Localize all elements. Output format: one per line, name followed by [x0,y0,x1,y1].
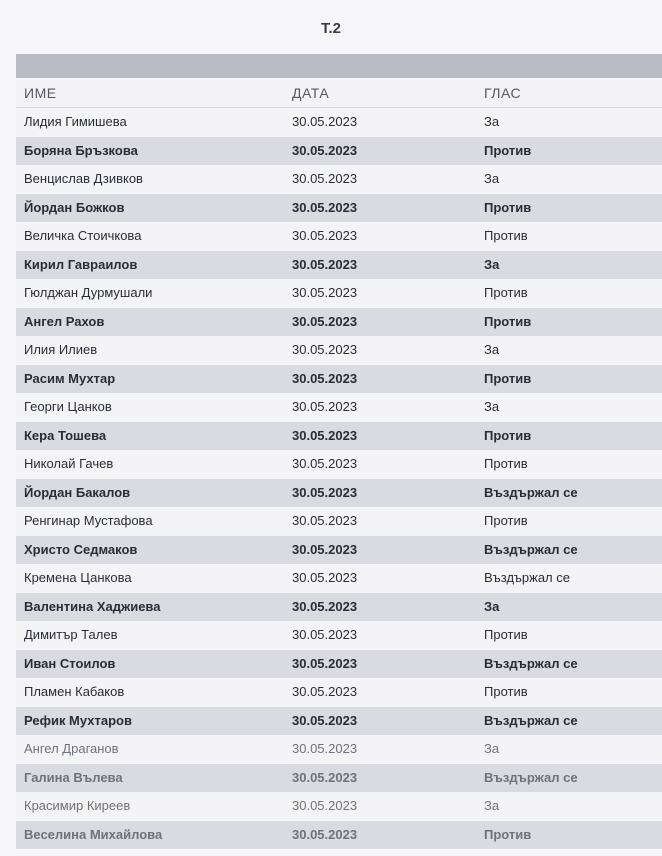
table-row [16,279,662,308]
cell-vote: Против [484,513,528,528]
table-row [16,336,662,365]
cell-date: 30.05.2023 [292,342,358,357]
cell-name: Расим Мухтар [24,370,116,386]
cell-date: 30.05.2023 [292,655,358,671]
cell-name: Боряна Бръзкова [24,142,138,158]
table-row [16,821,662,850]
table-row [16,650,662,679]
cell-name: Рефик Мухтаров [24,712,132,728]
page-title: Т.2 [321,20,341,37]
cell-vote: За [484,399,500,414]
cell-vote: Против [484,456,528,471]
cell-date: 30.05.2023 [292,456,358,471]
cell-name: Ангел Рахов [24,313,105,329]
table-row [16,422,662,451]
cell-date: 30.05.2023 [292,399,358,414]
table-row [16,108,662,137]
cell-date: 30.05.2023 [292,171,358,186]
cell-vote: Против [484,199,532,215]
table-row [16,450,662,479]
cell-vote: Против [484,285,528,300]
cell-vote: За [484,256,500,272]
table-row [16,536,662,565]
cell-name: Христо Седмаков [24,541,138,557]
cell-date: 30.05.2023 [292,199,358,215]
cell-name: Йордан Божков [24,199,125,215]
cell-name: Ренгинар Мустафова [24,513,153,528]
cell-date: 30.05.2023 [292,228,358,243]
cell-vote: Против [484,627,528,642]
votes-table [16,80,662,849]
cell-date: 30.05.2023 [292,313,358,329]
header-vote: ГЛАС [484,85,522,101]
table-row [16,507,662,536]
cell-date: 30.05.2023 [292,627,358,642]
table-row [16,479,662,508]
table-row [16,222,662,251]
cell-date: 30.05.2023 [292,541,358,557]
table-row [16,735,662,764]
cell-vote: Против [484,313,532,329]
cell-vote: За [484,171,500,186]
cell-name: Веселина Михайлова [24,826,163,842]
cell-date: 30.05.2023 [292,256,358,272]
cell-name: Йордан Бакалов [24,484,131,500]
cell-vote: Против [484,427,532,443]
cell-date: 30.05.2023 [292,142,358,158]
cell-name: Красимир Киреев [24,798,131,813]
cell-vote: Въздържал се [484,570,570,585]
cell-name: Галина Вълева [24,769,123,785]
cell-date: 30.05.2023 [292,285,358,300]
cell-name: Николай Гачев [24,456,114,471]
cell-name: Венцислав Дзивков [24,171,143,186]
cell-vote: За [484,798,500,813]
header-name: ИМЕ [24,85,57,101]
cell-date: 30.05.2023 [292,712,358,728]
cell-date: 30.05.2023 [292,570,358,585]
table-row [16,137,662,166]
table-row [16,593,662,622]
cell-name: Иван Стоилов [24,655,116,671]
cell-date: 30.05.2023 [292,370,358,386]
table-header-row [16,80,662,108]
cell-vote: Въздържал се [484,655,578,671]
cell-date: 30.05.2023 [292,684,358,699]
cell-name: Гюлджан Дурмушали [24,285,153,300]
cell-vote: Против [484,826,532,842]
cell-vote: За [484,598,500,614]
table-row [16,707,662,736]
table-row [16,621,662,650]
cell-name: Илия Илиев [24,342,98,357]
cell-vote: За [484,342,500,357]
table-row [16,678,662,707]
table-row [16,365,662,394]
table-row [16,764,662,793]
cell-date: 30.05.2023 [292,598,358,614]
cell-vote: Въздържал се [484,712,578,728]
cell-vote: Против [484,142,532,158]
table-row [16,165,662,194]
table-row [16,251,662,280]
cell-vote: За [484,114,500,129]
header-date: ДАТА [292,85,330,101]
cell-vote: Въздържал се [484,484,578,500]
cell-date: 30.05.2023 [292,513,358,528]
cell-date: 30.05.2023 [292,484,358,500]
table-row [16,393,662,422]
cell-date: 30.05.2023 [292,741,358,756]
cell-name: Величка Стоичкова [24,228,142,243]
cell-vote: Въздържал се [484,769,578,785]
cell-vote: Против [484,370,532,386]
cell-date: 30.05.2023 [292,826,358,842]
table-row [16,564,662,593]
cell-date: 30.05.2023 [292,114,358,129]
table-row [16,308,662,337]
table-row [16,194,662,223]
cell-date: 30.05.2023 [292,798,358,813]
cell-vote: За [484,741,500,756]
cell-vote: Против [484,228,528,243]
cell-date: 30.05.2023 [292,769,358,785]
cell-vote: Въздържал се [484,541,578,557]
cell-name: Кремена Цанкова [24,570,132,585]
cell-name: Пламен Кабаков [24,684,125,699]
cell-date: 30.05.2023 [292,427,358,443]
table-row [16,792,662,821]
cell-name: Кера Тошева [24,427,107,443]
cell-name: Георги Цанков [24,399,112,414]
cell-vote: Против [484,684,528,699]
cell-name: Кирил Гавраилов [24,256,138,272]
cell-name: Димитър Талев [24,627,118,642]
cell-name: Валентина Хаджиева [24,598,161,614]
header-band [16,54,662,78]
cell-name: Лидия Гимишева [24,114,127,129]
cell-name: Ангел Драганов [24,741,119,756]
